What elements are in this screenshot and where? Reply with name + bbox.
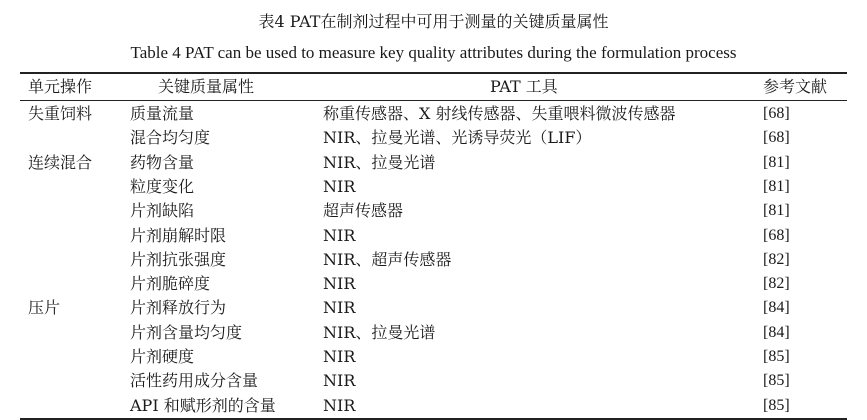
table-row [20, 296, 847, 320]
cell-operation: 压片 [28, 298, 61, 318]
table-row [20, 369, 847, 393]
table-row [20, 126, 847, 150]
cell-attribute: 混合均匀度 [130, 128, 211, 148]
table-row [20, 199, 847, 223]
cell-attribute: 片剂释放行为 [130, 298, 227, 318]
table-row [20, 175, 847, 199]
cell-tool: NIR [323, 347, 356, 366]
cell-attribute: 粒度变化 [130, 176, 195, 196]
cell-tool: NIR、拉曼光谱 [323, 322, 436, 342]
cell-tool: NIR [323, 176, 356, 196]
cell-attribute: 药物含量 [130, 152, 195, 172]
table-row [20, 272, 847, 296]
table-header-rule [20, 100, 847, 101]
header-reference: 参考文献 [763, 77, 828, 96]
cell-attribute: 片剂抗张强度 [130, 249, 227, 269]
header-attribute: 关键质量属性 [158, 77, 255, 96]
cell-reference: [82] [763, 275, 790, 293]
cell-tool: NIR [323, 274, 356, 294]
cell-reference: [84] [763, 299, 790, 317]
cell-reference: [85] [763, 396, 790, 414]
cell-attribute: 片剂硬度 [130, 347, 195, 366]
cell-attribute: 片剂缺陷 [130, 201, 195, 221]
cell-tool: NIR [323, 225, 356, 245]
cell-attribute: 活性药用成分含量 [130, 371, 259, 391]
table-caption-chinese: 表4 PAT在制剂过程中可用于测量的关键质量属性 [258, 12, 609, 31]
cell-reference: [82] [763, 250, 790, 268]
table-row [20, 321, 847, 345]
cell-tool: NIR [323, 298, 356, 318]
header-operation: 单元操作 [28, 77, 93, 96]
cell-reference: [68] [763, 105, 790, 122]
cell-tool: NIR [323, 371, 356, 391]
cell-attribute: 片剂脆碎度 [130, 274, 211, 294]
cell-tool: NIR、拉曼光谱 [323, 152, 436, 172]
table-row [20, 102, 847, 126]
cell-tool: 超声传感器 [323, 201, 404, 221]
header-tool: PAT 工具 [490, 77, 558, 96]
cell-operation: 失重饲料 [28, 104, 93, 123]
table-row [20, 345, 847, 369]
cell-tool: NIR、拉曼光谱、光诱导荧光（LIF） [323, 128, 592, 148]
cell-reference: [68] [763, 226, 790, 244]
cell-reference: [84] [763, 323, 790, 341]
cell-attribute: API 和赋形剂的含量 [130, 395, 276, 415]
cell-attribute: 质量流量 [130, 104, 195, 123]
cell-tool: 称重传感器、X 射线传感器、失重喂料微波传感器 [323, 104, 676, 123]
cell-attribute: 片剂含量均匀度 [130, 322, 243, 342]
cell-attribute: 片剂崩解时限 [130, 225, 227, 245]
cell-reference: [81] [763, 153, 790, 171]
table-row [20, 224, 847, 248]
cell-reference: [68] [763, 129, 790, 147]
cell-tool: NIR [323, 395, 356, 415]
table-header-row [20, 75, 847, 99]
cell-reference: [85] [763, 372, 790, 390]
table-row [20, 151, 847, 175]
cell-reference: [81] [763, 177, 790, 195]
table-row [20, 394, 847, 418]
table-row [20, 248, 847, 272]
cell-reference: [85] [763, 348, 790, 365]
cell-tool: NIR、超声传感器 [323, 249, 452, 269]
table-top-rule [20, 72, 847, 74]
cell-operation: 连续混合 [28, 152, 93, 172]
table-caption-english: Table 4 PAT can be used to measure key quality attributes during the formulation process [130, 43, 737, 62]
cell-reference: [81] [763, 202, 790, 220]
